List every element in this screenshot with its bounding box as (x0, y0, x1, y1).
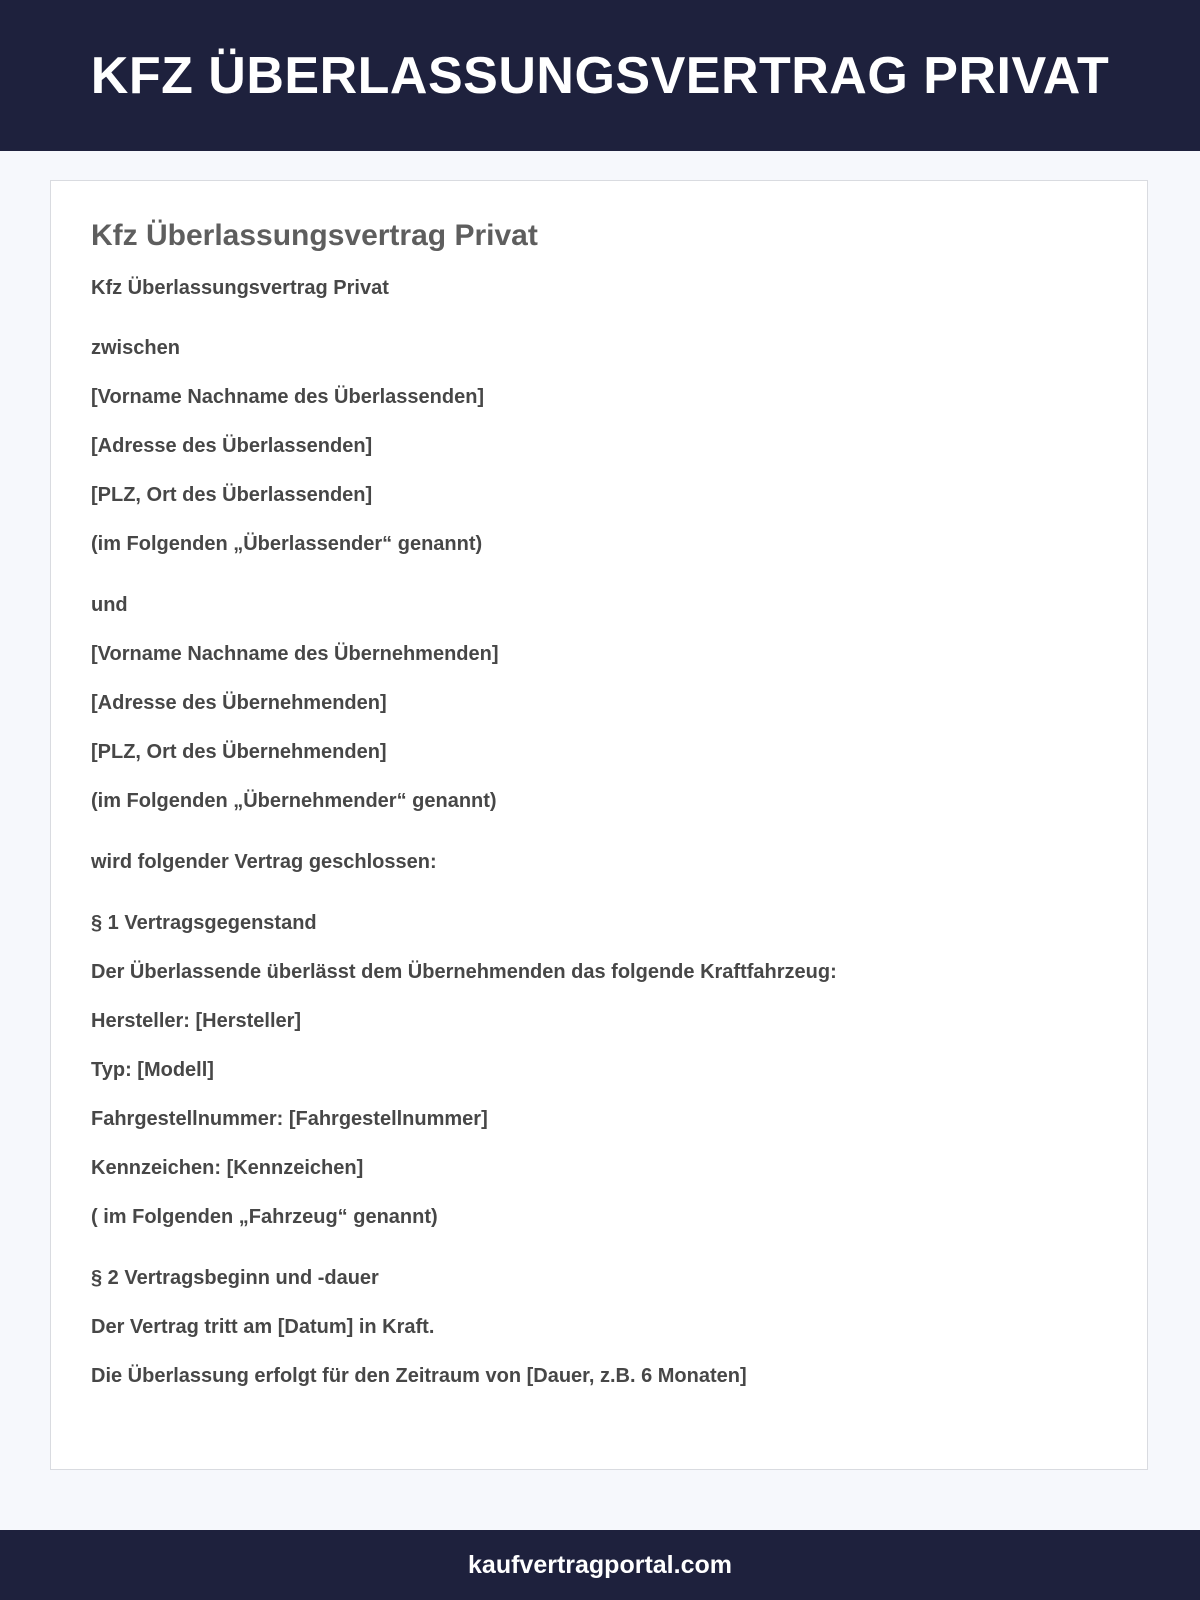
text-line: Die Überlassung erfolgt für den Zeitraum von [Dauer, z.B. 6 Monaten] (91, 1365, 747, 1387)
text-line: Hersteller: [Hersteller] (91, 1010, 302, 1032)
text-line: [PLZ, Ort des Übernehmenden] (91, 741, 387, 763)
text-line: ( im Folgenden „Fahrzeug“ genannt) (91, 1206, 438, 1228)
text-line: Kennzeichen: [Kennzeichen] (91, 1157, 364, 1179)
text-line: wird folgender Vertrag geschlossen: (91, 851, 437, 873)
section-heading: § 2 Vertragsbeginn und -dauer (91, 1267, 379, 1289)
text-line: Der Überlassende überlässt dem Übernehmenden das folgende Kraftfahrzeug: (91, 961, 837, 983)
section-heading: § 1 Vertragsgegenstand (91, 912, 317, 934)
text-line: Typ: [Modell] (91, 1059, 214, 1081)
text-line: (im Folgenden „Überlassender“ genannt) (91, 533, 483, 555)
text-line: Fahrgestellnummer: [Fahrgestellnummer] (91, 1108, 488, 1130)
text-line: (im Folgenden „Übernehmender“ genannt) (91, 790, 497, 812)
page-title: KFZ ÜBERLASSUNGSVERTRAG PRIVAT (90, 46, 1110, 105)
text-line: [Adresse des Übernehmenden] (91, 692, 387, 714)
document-title: Kfz Überlassungsvertrag Privat (91, 219, 538, 252)
page-footer (0, 1530, 1200, 1600)
text-line: [Adresse des Überlassenden] (91, 435, 373, 457)
footer-site-link[interactable]: kaufvertragportal.com (468, 1550, 732, 1579)
page-header (0, 0, 1200, 151)
text-line: zwischen (91, 337, 180, 359)
document-card (50, 180, 1148, 1470)
text-line: und (91, 594, 128, 616)
text-line: Der Vertrag tritt am [Datum] in Kraft. (91, 1316, 435, 1338)
text-line: [Vorname Nachname des Überlassenden] (91, 386, 485, 408)
text-line: [Vorname Nachname des Übernehmenden] (91, 643, 499, 665)
document-subtitle: Kfz Überlassungsvertrag Privat (91, 277, 389, 299)
text-line: [PLZ, Ort des Überlassenden] (91, 484, 373, 506)
